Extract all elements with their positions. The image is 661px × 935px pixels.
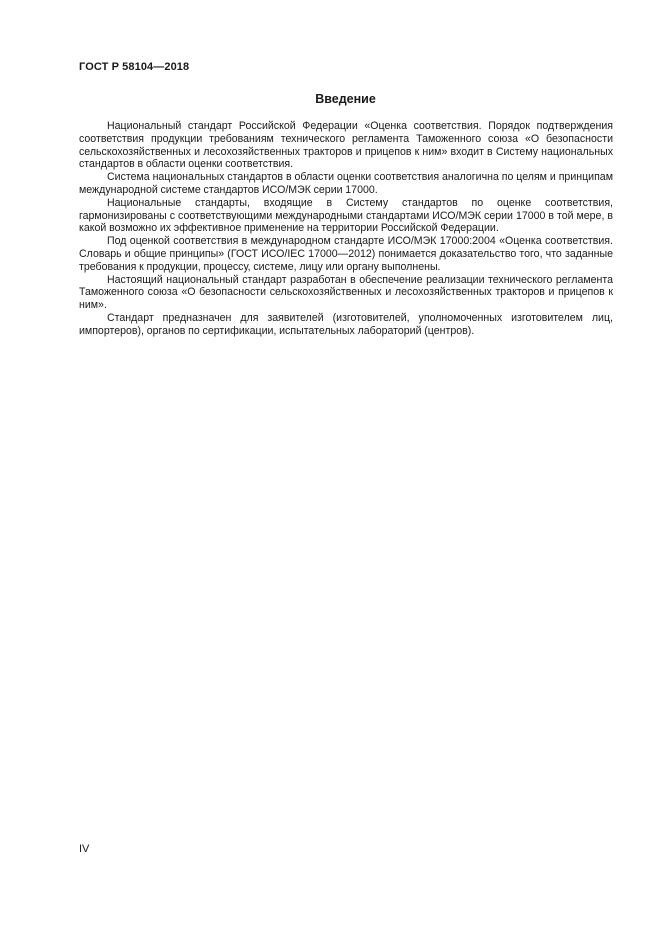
paragraph: Стандарт предназначен для заявителей (изготовителей, уполномоченных изготовителем лиц, импортеров), органов по сертификации, испытательных лабораторий (центров). [79,311,613,337]
paragraph: Национальные стандарты, входящие в Систему стандартов по оценке соответствия, гармонизированы с соответствующими международными стандартами ИСО/МЭК серии 17000 в той мере, в какой возможно их эффективное применение на территории Российской Федерации. [79,196,613,235]
paragraph: Настоящий национальный стандарт разработан в обеспечение реализации технического регламента Таможенного союза «О безопасности сельскохозяйственных и лесохозяйственных тракторов и прицепов к ним». [79,273,613,312]
document-header: ГОСТ Р 58104—2018 [79,61,190,73]
body-text [79,120,613,338]
paragraph: Под оценкой соответствия в международном стандарте ИСО/МЭК 17000:2004 «Оценка соответствия. Словарь и общие принципы» (ГОСТ ИСО/IEC 17000—2012) понимается доказательство того, что заданные требования к продукции, процессу, системе, лицу или органу выполнены. [79,235,613,273]
page-number: IV [79,843,90,855]
paragraph: Национальный стандарт Российской Федерации «Оценка соответствия. Порядок подтверждения соответствия продукции требованиям технического регламента Таможенного союза «О безопасности сельскохозяйственных и лесохозяйственных тракторов и прицепов к ним» входит в Систему национальных стандартов в области оценки соответствия. [79,120,613,171]
section-title: Введение [315,92,376,106]
paragraph: Система национальных стандартов в области оценки соответствия аналогична по целям и принципам международной системе стандартов ИСО/МЭК серии 17000. [79,171,613,196]
